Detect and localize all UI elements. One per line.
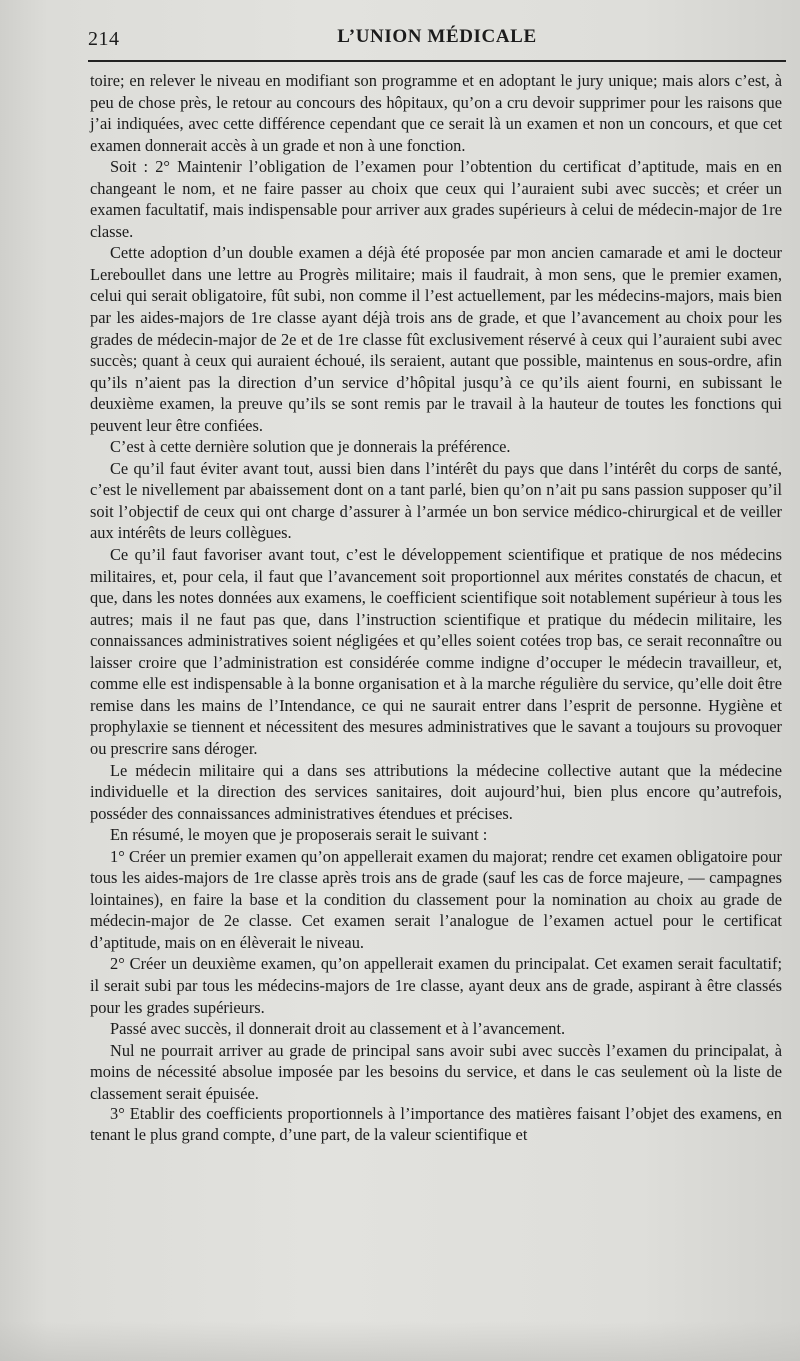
page-number: 214 [88,28,120,50]
paragraph: toire; en relever le niveau en modifiant son programme et en adoptant le jury unique; mais alors c’est, à peu de chose près, le retour au concours des hôpitaux, qu’on a cru devoir supprimer pour les raisons que j’ai indiquées, avec cette différence cependant que ce serait là un examen et non un concours, et que cet examen donnerait accès à un grade et non à une fonction. [90,71,782,155]
paragraph: 2° Créer un deuxième examen, qu’on appellerait examen du principalat. Cet examen serait facultatif; il serait subi par tous les médecins-majors de 1re classe, ayant deux ans de grade, aspirant à être classés pour les grades supérieurs. [90,954,782,1017]
running-title: L’UNION MÉDICALE [337,26,537,47]
paragraph: Nul ne pourrait arriver au grade de principal sans avoir subi avec succès l’examen du principalat, à moins de nécessité absolue imposée par les besoins du service, et dans le cas seulement où la liste de classement serait épuisée. [90,1040,782,1103]
page-header [88,22,786,62]
paragraph: Le médecin militaire qui a dans ses attributions la médecine collective autant que la médecine individuelle et la direction des services sanitaires, doit aujourd’hui, bien plus encore qu’autrefois, posséder des connaissances administratives étendues et précises. [90,760,782,823]
paragraph: Passé avec succès, il donnerait droit au classement et à l’avancement. [110,1019,566,1039]
paragraph: 1° Créer un premier examen qu’on appellerait examen du majorat; rendre cet examen obligatoire pour tous les aides-majors de 1re classe après trois ans de grade (sauf les cas de force majeure, — campagnes lointaines), en faire la base et la condition du classement pour la nomination au choix au grade de médecin-major de 2e classe. Cet examen serait l’analogue de l’examen actuel pour le certificat d’aptitude, mais on en élèverait le niveau. [90,846,782,952]
paragraph: Ce qu’il faut éviter avant tout, aussi bien dans l’intérêt du pays que dans l’intérêt du corps de santé, c’est le nivellement par abaissement dont on a tant parlé, bien qu’on n’ait pu sans passion supposer qu’il soit l’objectif de ceux qui ont charge d’assurer à l’armée un bon service médico-chirurgical et de veiller aux intérêts de leurs collègues. [90,458,782,543]
header-rule [88,60,786,62]
page-edge-shadow [0,1321,800,1361]
paragraph: Cette adoption d’un double examen a déjà été proposée par mon ancien camarade et ami le docteur Lereboullet dans une lettre au Progrès militaire; mais il faudrait, à mon sens, que le premier examen, celui qui serait obligatoire, fût subi, non comme il l’est actuellement, par les médecins-majors, mais bien par les aides-majors de 1re classe ayant déjà trois ans de grade, et que l’avancement au choix pour les grades de médecin-major de 2e et de 1re classe fût exclusivement réservé à ceux qui l’auraient subi avec succès; quant à ceux qui auraient échoué, ils seraient, autant que possible, maintenus en sous-ordre, afin qu’ils n’aient pas la direction d’un service d’hôpital jusqu’à ce qu’ils aient fourni, en subissant le deuxième examen, la preuve qu’ils se sont remis par le travail à la hauteur de toutes les fonctions qui peuvent leur être confiées. [90,243,782,435]
paragraph: 3° Etablir des coefficients proportionnels à l’importance des matières faisant l’objet des examens, en tenant le plus grand compte, d’une part, de la valeur scientifique et [90,1104,782,1144]
paragraph: Soit : 2° Maintenir l’obligation de l’examen pour l’obtention du certificat d’aptitude, mais en en changeant le nom, et ne faire passer au choix que ceux qui l’auraient subi avec succès; et créer un examen facultatif, mais indispensable pour arriver aux grades supérieurs à celui de médecin-major de 1re classe. [90,157,782,241]
paragraph: Ce qu’il faut favoriser avant tout, c’est le développement scientifique et pratique de nos médecins militaires, et, pour cela, il faut que l’avancement soit proportionnel aux mérites constatés de chacun, et que, dans les notes données aux examens, le coefficient scientifique soit notablement supérieur à tous les autres; mais il ne faut pas que, dans l’instruction scientifique et pratique du médecin militaire, les connaissances administratives soient négligées et qu’elles soient cotées trop bas, ce serait reconnaître ou laisser croire que l’administration est considérée comme indigne d’occuper le médecin travailleur, et, comme elle est indispensable à la bonne organisation et à la marche régulière du service, qu’elle doit être remise dans les mains de l’Intendance, ce qui ne saurait entrer dans l’esprit de personne. Hygiène et prophylaxie se tiennent et nécessitent des mesures administratives que le savant a toujours su provoquer ou prescrire sans déroger. [90,545,782,758]
paragraph: C’est à cette dernière solution que je donnerais la préférence. [110,437,511,457]
paragraph: En résumé, le moyen que je proposerais serait le suivant : [110,825,488,845]
article-body [90,70,782,1145]
